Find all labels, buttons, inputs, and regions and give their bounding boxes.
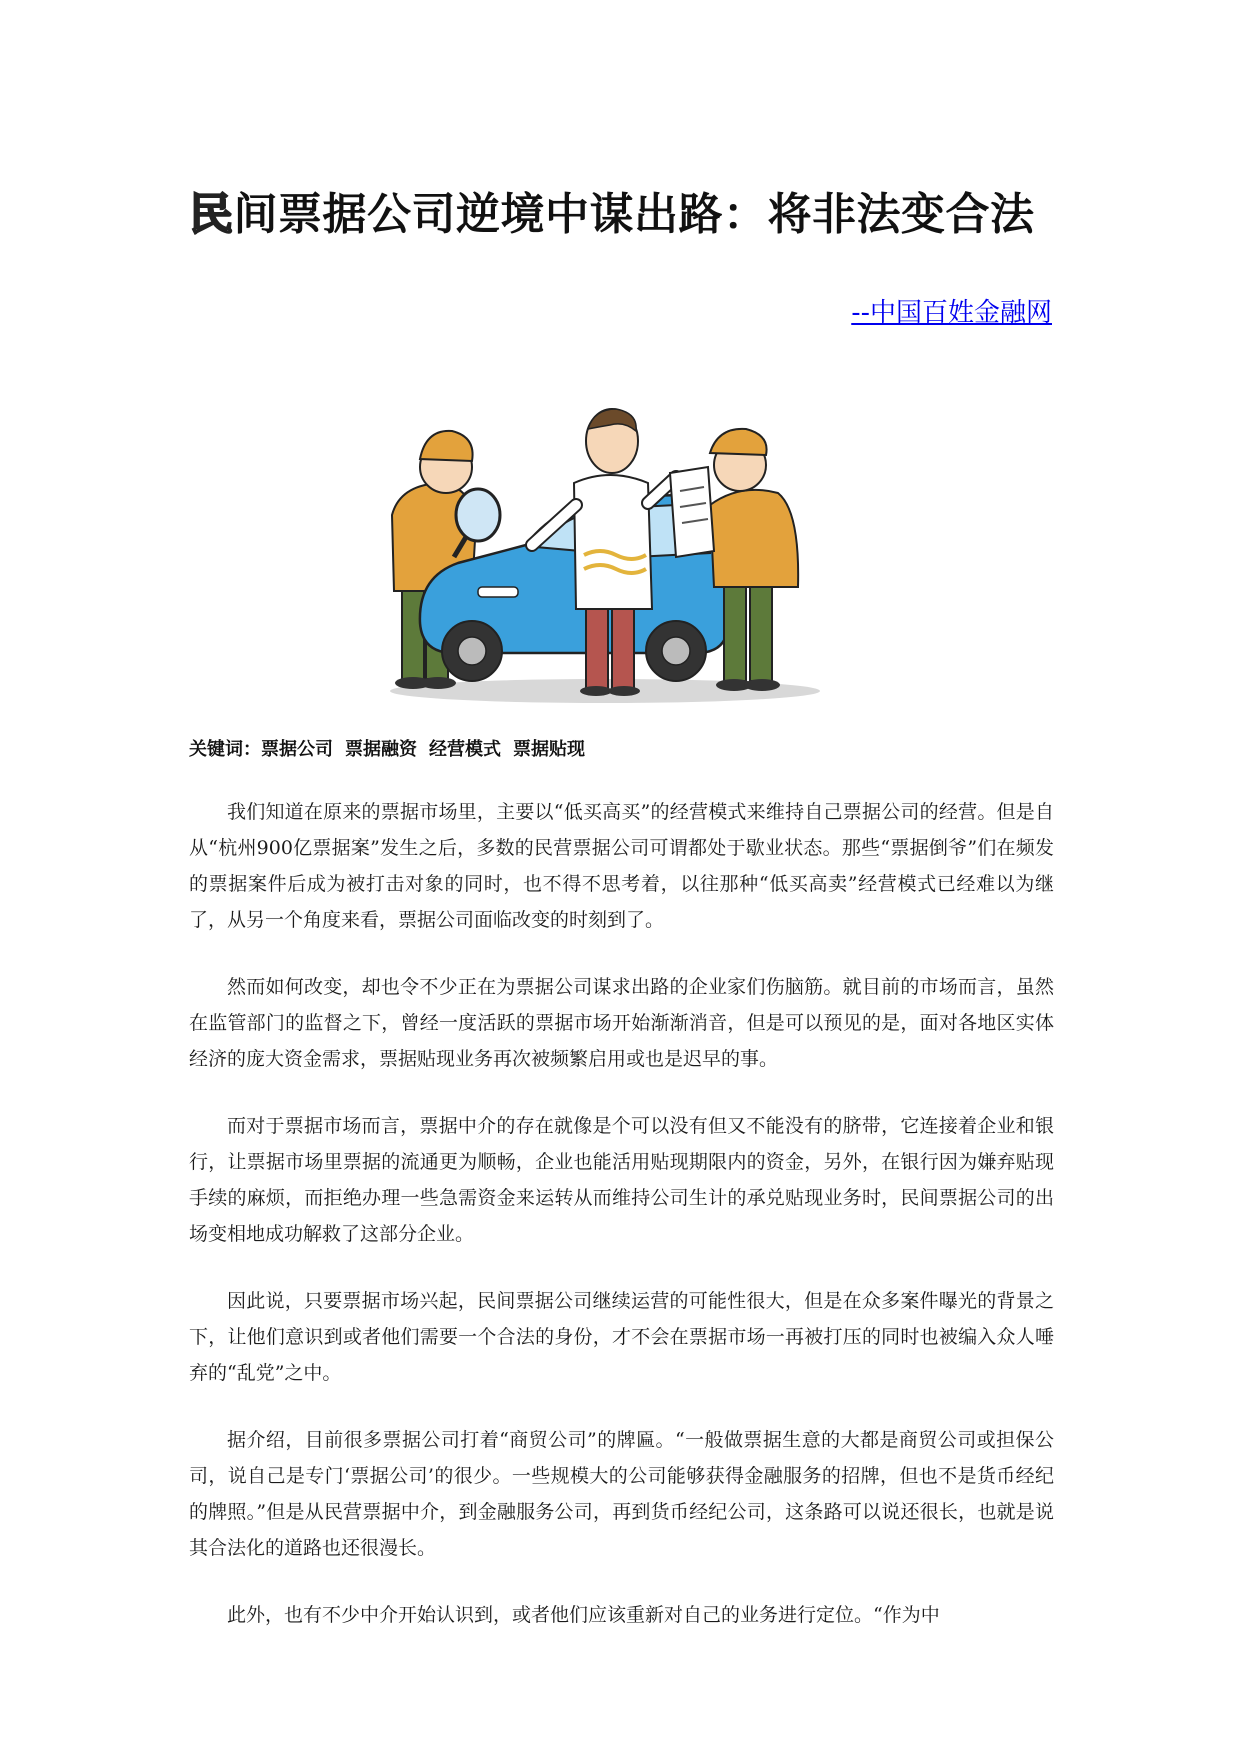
keyword-item: 票据融资 bbox=[345, 739, 417, 760]
document-paper bbox=[670, 467, 714, 557]
keyword-item: 经营模式 bbox=[429, 739, 501, 760]
article-paragraph: 我们知道在原来的票据市场里，主要以“低买高买”的经营模式来维持自己票据公司的经营。但是自从“杭州900亿票据案”发生之后，多数的民营票据公司可谓都处于歇业状态。那些“票据倒爷”们在频发的票据案件后成为被打击对象的同时，也不得不思考着，以往那种“低买高卖”经营模式已经难以为继了，从另一个角度来看，票据公司面临改变的时刻到了。 bbox=[189, 801, 1054, 931]
source-link[interactable]: --中国百姓金融网 bbox=[851, 298, 1052, 328]
article-paragraph: 而对于票据市场而言，票据中介的存在就像是个可以没有但又不能没有的脐带，它连接着企业和银行，让票据市场里票据的流通更为顺畅，企业也能活用贴现期限内的资金，另外，在银行因为嫌弃贴现手续的麻烦，而拒绝办理一些急需资金来运转从而维持公司生计的承兑贴现业务时，民间票据公司的出场变相地成功解救了这部分企业。 bbox=[189, 1115, 1054, 1245]
keyword-item: 票据贴现 bbox=[513, 739, 585, 760]
article-body bbox=[189, 794, 1054, 1664]
car-inspection-illustration bbox=[380, 355, 830, 713]
page-title bbox=[189, 185, 1069, 245]
keywords-label: 关键词： bbox=[189, 739, 261, 760]
keyword-item: 票据公司 bbox=[261, 739, 333, 760]
title-first-char: 民 bbox=[189, 189, 234, 241]
article-paragraph: 因此说，只要票据市场兴起，民间票据公司继续运营的可能性很大，但是在众多案件曝光的背景之下，让他们意识到或者他们需要一个合法的身份，才不会在票据市场一再被打压的同时也被编入众人唾弃的“乱党”之中。 bbox=[189, 1290, 1054, 1384]
illustration-svg bbox=[380, 355, 830, 713]
article-paragraph: 然而如何改变，却也令不少正在为票据公司谋求出路的企业家们伤脑筋。就目前的市场而言，虽然在监管部门的监督之下，曾经一度活跃的票据市场开始渐渐消音，但是可以预见的是，面对各地区实体经济的庞大资金需求，票据贴现业务再次被频繁启用或也是迟早的事。 bbox=[189, 976, 1054, 1070]
title-rest: 间票据公司逆境中谋出路：将非法变合法 bbox=[233, 189, 1035, 241]
keywords-line bbox=[189, 736, 597, 764]
article-paragraph: 据介绍，目前很多票据公司打着“商贸公司”的牌匾。“一般做票据生意的大都是商贸公司或担保公司，说自己是专门‘票据公司’的很少。一些规模大的公司能够获得金融服务的招牌，但也不是货币经纪的牌照。”但是从民营票据中介，到金融服务公司，再到货币经纪公司，这条路可以说还很长，也就是说其合法化的道路也还很漫长。 bbox=[189, 1429, 1054, 1559]
article-paragraph: 此外，也有不少中介开始认识到，或者他们应该重新对自己的业务进行定位。“作为中 bbox=[227, 1604, 940, 1626]
